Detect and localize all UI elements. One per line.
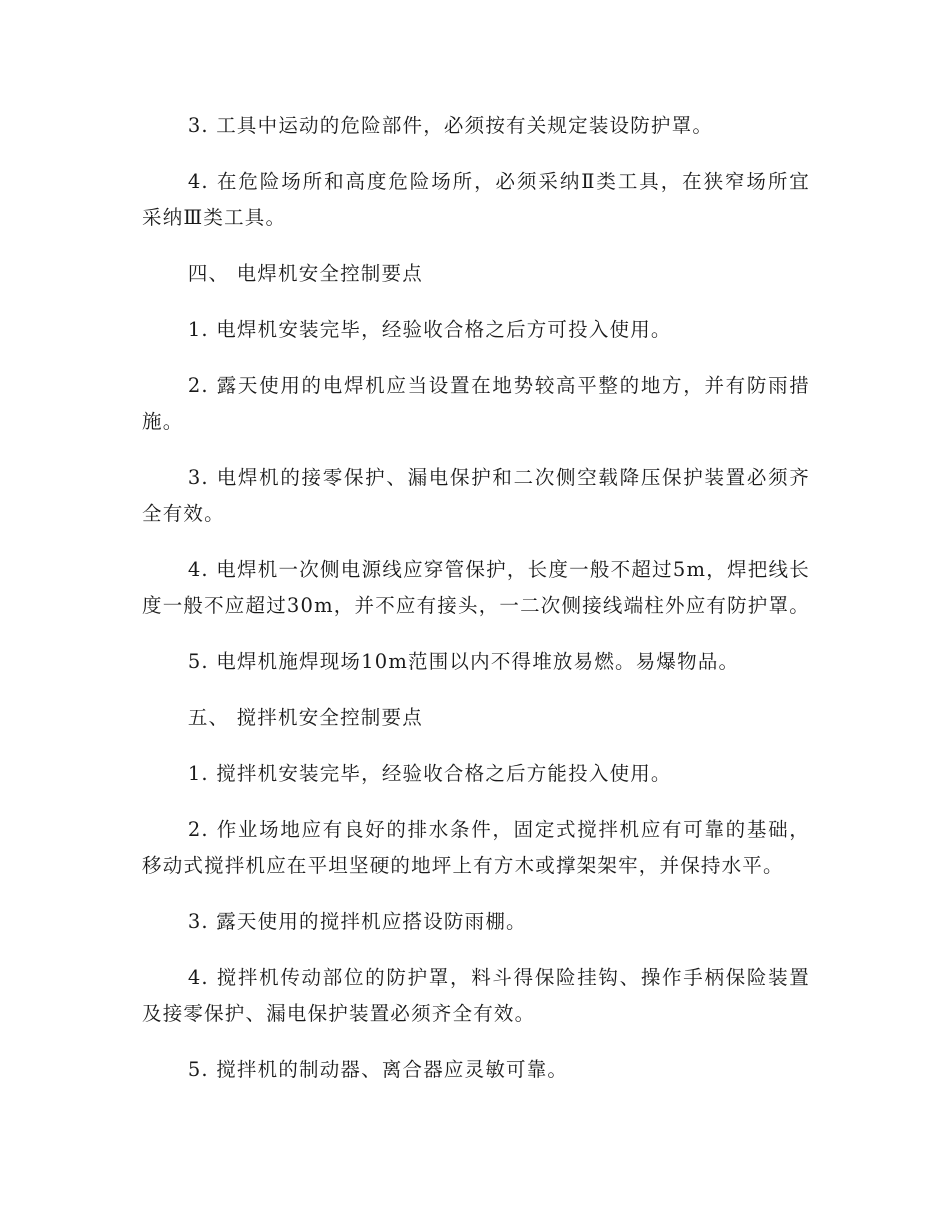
paragraph-welder-1: 1. 电焊机安装完毕，经验收合格之后方可投入使用。: [187, 318, 672, 341]
paragraph-welder-2: 2. 露天使用的电焊机应当设置在地势较高平整的地方，并有防雨措施。: [142, 374, 810, 433]
paragraph-welder-5: 5. 电焊机施焊现场10m范围以内不得堆放易燃。易爆物品。: [187, 650, 740, 673]
paragraph-welder-3: 3. 电焊机的接零保护、漏电保护和二次侧空载降压保护装置必须齐全有效。: [142, 466, 810, 525]
paragraph-mixer-1: 1. 搅拌机安装完毕，经验收合格之后方能投入使用。: [187, 762, 672, 785]
paragraph-mixer-3: 3. 露天使用的搅拌机应搭设防雨棚。: [187, 910, 527, 933]
paragraph-welder-4: 4. 电焊机一次侧电源线应穿管保护，长度一般不超过5m，焊把线长度一般不应超过30m，并不应有接头，一二次侧接线端柱外应有防护罩。: [142, 558, 810, 617]
section-heading-welder: 四、 电焊机安全控制要点: [187, 262, 423, 285]
paragraph-tool-3: 3. 工具中运动的危险部件，必须按有关规定装设防护罩。: [187, 114, 714, 137]
paragraph-mixer-2: 2. 作业场地应有良好的排水条件，固定式搅拌机应有可靠的基础，移动式搅拌机应在平坦坚硬的地坪上有方木或撑架架牢，并保持水平。: [142, 818, 810, 877]
document-body: [142, 108, 810, 1108]
paragraph-mixer-5: 5. 搅拌机的制动器、离合器应灵敏可靠。: [187, 1058, 569, 1081]
paragraph-tool-4: 4. 在危险场所和高度危险场所，必须采纳Ⅱ类工具，在狭窄场所宜采纳Ⅲ类工具。: [142, 170, 810, 229]
paragraph-mixer-4: 4. 搅拌机传动部位的防护罩，料斗得保险挂钩、操作手柄保险装置及接零保护、漏电保护装置必须齐全有效。: [142, 966, 810, 1025]
section-heading-mixer: 五、 搅拌机安全控制要点: [187, 706, 423, 729]
